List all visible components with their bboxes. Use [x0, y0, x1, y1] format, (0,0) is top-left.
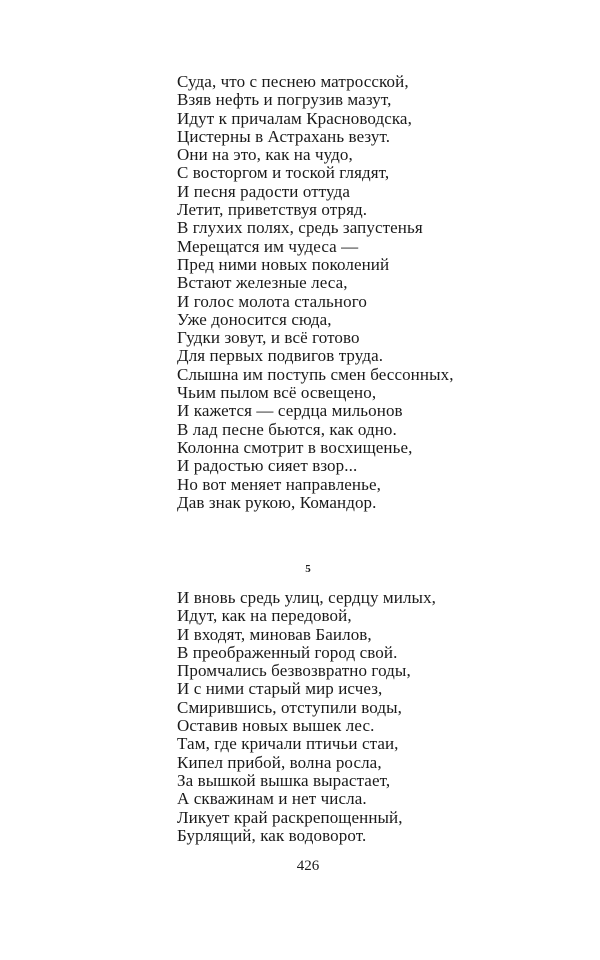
poem-line: Дав знак рукою, Командор. [177, 492, 377, 512]
poem-line: Чьим пылом всё освещено, [177, 383, 377, 403]
poem-line: И входят, миновав Баилов, [177, 624, 372, 644]
poem-line: Оставив новых вышек лес. [177, 716, 375, 736]
poem-line: И вновь средь улиц, сердцу милых, [177, 588, 437, 607]
poem-line: Там, где кричали птичьи стаи, [177, 734, 399, 754]
poem-line: Промчались безвозвратно годы, [177, 661, 411, 681]
poem-line: За вышкой вышка вырастает, [177, 770, 391, 790]
poem-line: С восторгом и тоской глядят, [177, 163, 390, 183]
poem-line: Идут к причалам Красноводска, [177, 108, 412, 128]
poem-line: И песня радости оттуда [177, 181, 350, 201]
poem-line: Цистерны в Астрахань везут. [177, 126, 391, 146]
page-number: 426 [296, 858, 320, 874]
poem-line: И радостью сияет взор... [177, 456, 358, 476]
poem-line: В глухих полях, средь запустенья [177, 218, 423, 238]
poem-line: Уже доносится сюда, [177, 309, 332, 329]
poem-line: И кажется — сердца мильонов [177, 401, 403, 421]
poem-line: Смирившись, отступили воды, [177, 697, 402, 717]
poem-stanza-2 [177, 589, 436, 845]
poem-line: Идут, как на передовой, [177, 606, 352, 626]
poem-line: Колонна смотрит в восхищенье, [177, 437, 413, 457]
poem-line: Взяв нефть и погрузив мазут, [177, 90, 392, 110]
poem-line: Бурлящий, как водоворот. [177, 825, 367, 845]
poem-line: А скважинам и нет числа. [177, 789, 367, 809]
poem-line: Слышна им поступь смен бессонных, [177, 364, 454, 384]
poem-line: Летит, приветствуя отряд. [177, 200, 368, 220]
poem-line: Но вот меняет направленье, [177, 474, 381, 494]
poem-line: Встают железные леса, [177, 273, 348, 293]
section-number: 5 [305, 563, 311, 575]
poem-line: Они на это, как на чудо, [177, 145, 353, 165]
poem-line: Суда, что с песнею матросской, [177, 72, 409, 91]
poem-line: В лад песне бьются, как одно. [177, 419, 397, 439]
poem-line: В преображенный город свой. [177, 642, 398, 662]
poem-line: Для первых подвигов труда. [177, 346, 384, 366]
poem-line: Пред ними новых поколений [177, 254, 390, 274]
poem-line: Кипел прибой, волна росла, [177, 752, 382, 772]
poem-stanza-1 [177, 73, 454, 512]
poem-line: И голос молота стального [177, 291, 367, 311]
poem-line: Гудки зовут, и всё готово [177, 328, 360, 348]
poem-line: И с ними старый мир исчез, [177, 679, 383, 699]
poem-line: Ликует край раскрепощенный, [177, 807, 403, 827]
poem-line: Мерещатся им чудеса — [177, 236, 359, 256]
